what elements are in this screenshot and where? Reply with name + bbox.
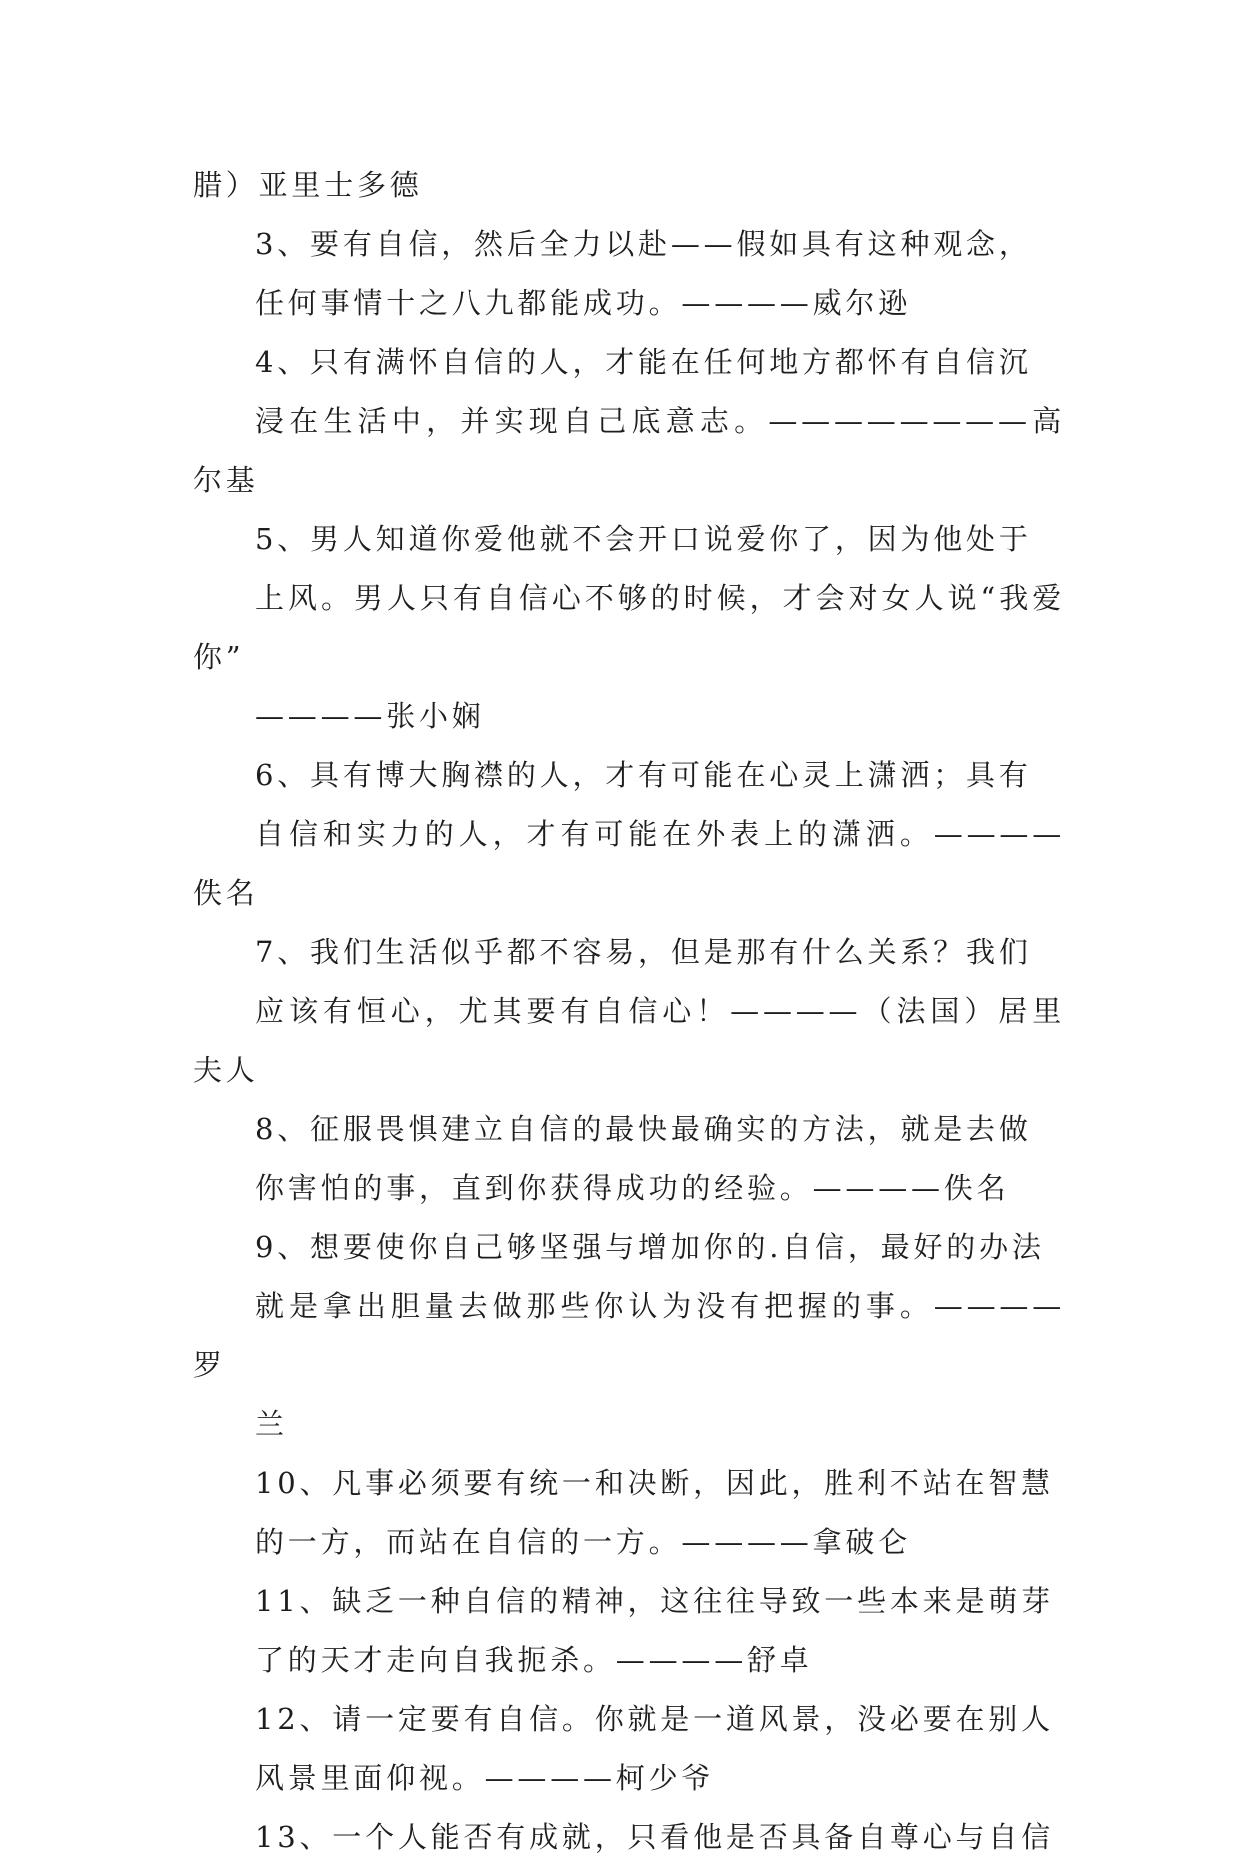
text-line: 兰 [255, 1407, 288, 1441]
text-line: 13、一个人能否有成就，只看他是否具备自尊心与自信 [255, 1820, 1054, 1854]
text-line: 的一方，而站在自信的一方。————拿破仑 [255, 1525, 912, 1559]
text-line: 3、要有自信，然后全力以赴——假如具有这种观念， [255, 227, 1032, 261]
text-line: 上风。男人只有自信心不够的时候，才会对女人说“我爱你” [193, 581, 1065, 674]
text-line: 11、缺乏一种自信的精神，这往往导致一些本来是萌芽 [255, 1584, 1054, 1618]
quote-paragraph [193, 156, 1065, 215]
quote-paragraph [193, 1100, 1065, 1218]
quote-paragraph [193, 1808, 1065, 1867]
text-line: 你害怕的事，直到你获得成功的经验。————佚名 [255, 1171, 1010, 1205]
text-line: 4、只有满怀自信的人，才能在任何地方都怀有自信沉 [255, 345, 1032, 379]
text-line: 10、凡事必须要有统一和决断，因此，胜利不站在智慧 [255, 1466, 1054, 1500]
text-line: 7、我们生活似乎都不容易，但是那有什么关系？我们 [255, 935, 1032, 969]
text-line: 任何事情十之八九都能成功。————威尔逊 [255, 286, 912, 320]
quote-paragraph [193, 1218, 1065, 1454]
quote-paragraph [193, 215, 1065, 333]
quote-paragraph [193, 1572, 1065, 1690]
text-line: 自信和实力的人，才有可能在外表上的潇洒。————佚名 [193, 817, 1065, 910]
quote-paragraph [193, 923, 1065, 1100]
text-line: ————张小娴 [255, 699, 485, 733]
quote-paragraph [193, 333, 1065, 510]
text-line: 9、想要使你自己够坚强与增加你的.自信，最好的办法 [255, 1230, 1045, 1264]
text-line: 应该有恒心，尤其要有自信心！————（法国）居里夫人 [193, 994, 1065, 1087]
text-line: 8、征服畏惧建立自信的最快最确实的方法，就是去做 [255, 1112, 1032, 1146]
document-body [193, 156, 1065, 1867]
text-line: 12、请一定要有自信。你就是一道风景，没必要在别人 [255, 1702, 1054, 1736]
quote-paragraph [193, 510, 1065, 746]
text-line: 就是拿出胆量去做那些你认为没有把握的事。————罗 [193, 1289, 1065, 1382]
quote-paragraph [193, 1690, 1065, 1808]
text-line: 6、具有博大胸襟的人，才有可能在心灵上潇洒；具有 [255, 758, 1032, 792]
text-line: 了的天才走向自我扼杀。————舒卓 [255, 1643, 813, 1677]
text-line: 风景里面仰视。————柯少爷 [255, 1761, 715, 1795]
quote-paragraph [193, 746, 1065, 923]
text-line: 腊）亚里士多德 [193, 168, 423, 202]
text-line: 5、男人知道你爱他就不会开口说爱你了，因为他处于 [255, 522, 1032, 556]
quote-paragraph [193, 1454, 1065, 1572]
text-line: 浸在生活中，并实现自己底意志。————————高尔基 [193, 404, 1065, 497]
